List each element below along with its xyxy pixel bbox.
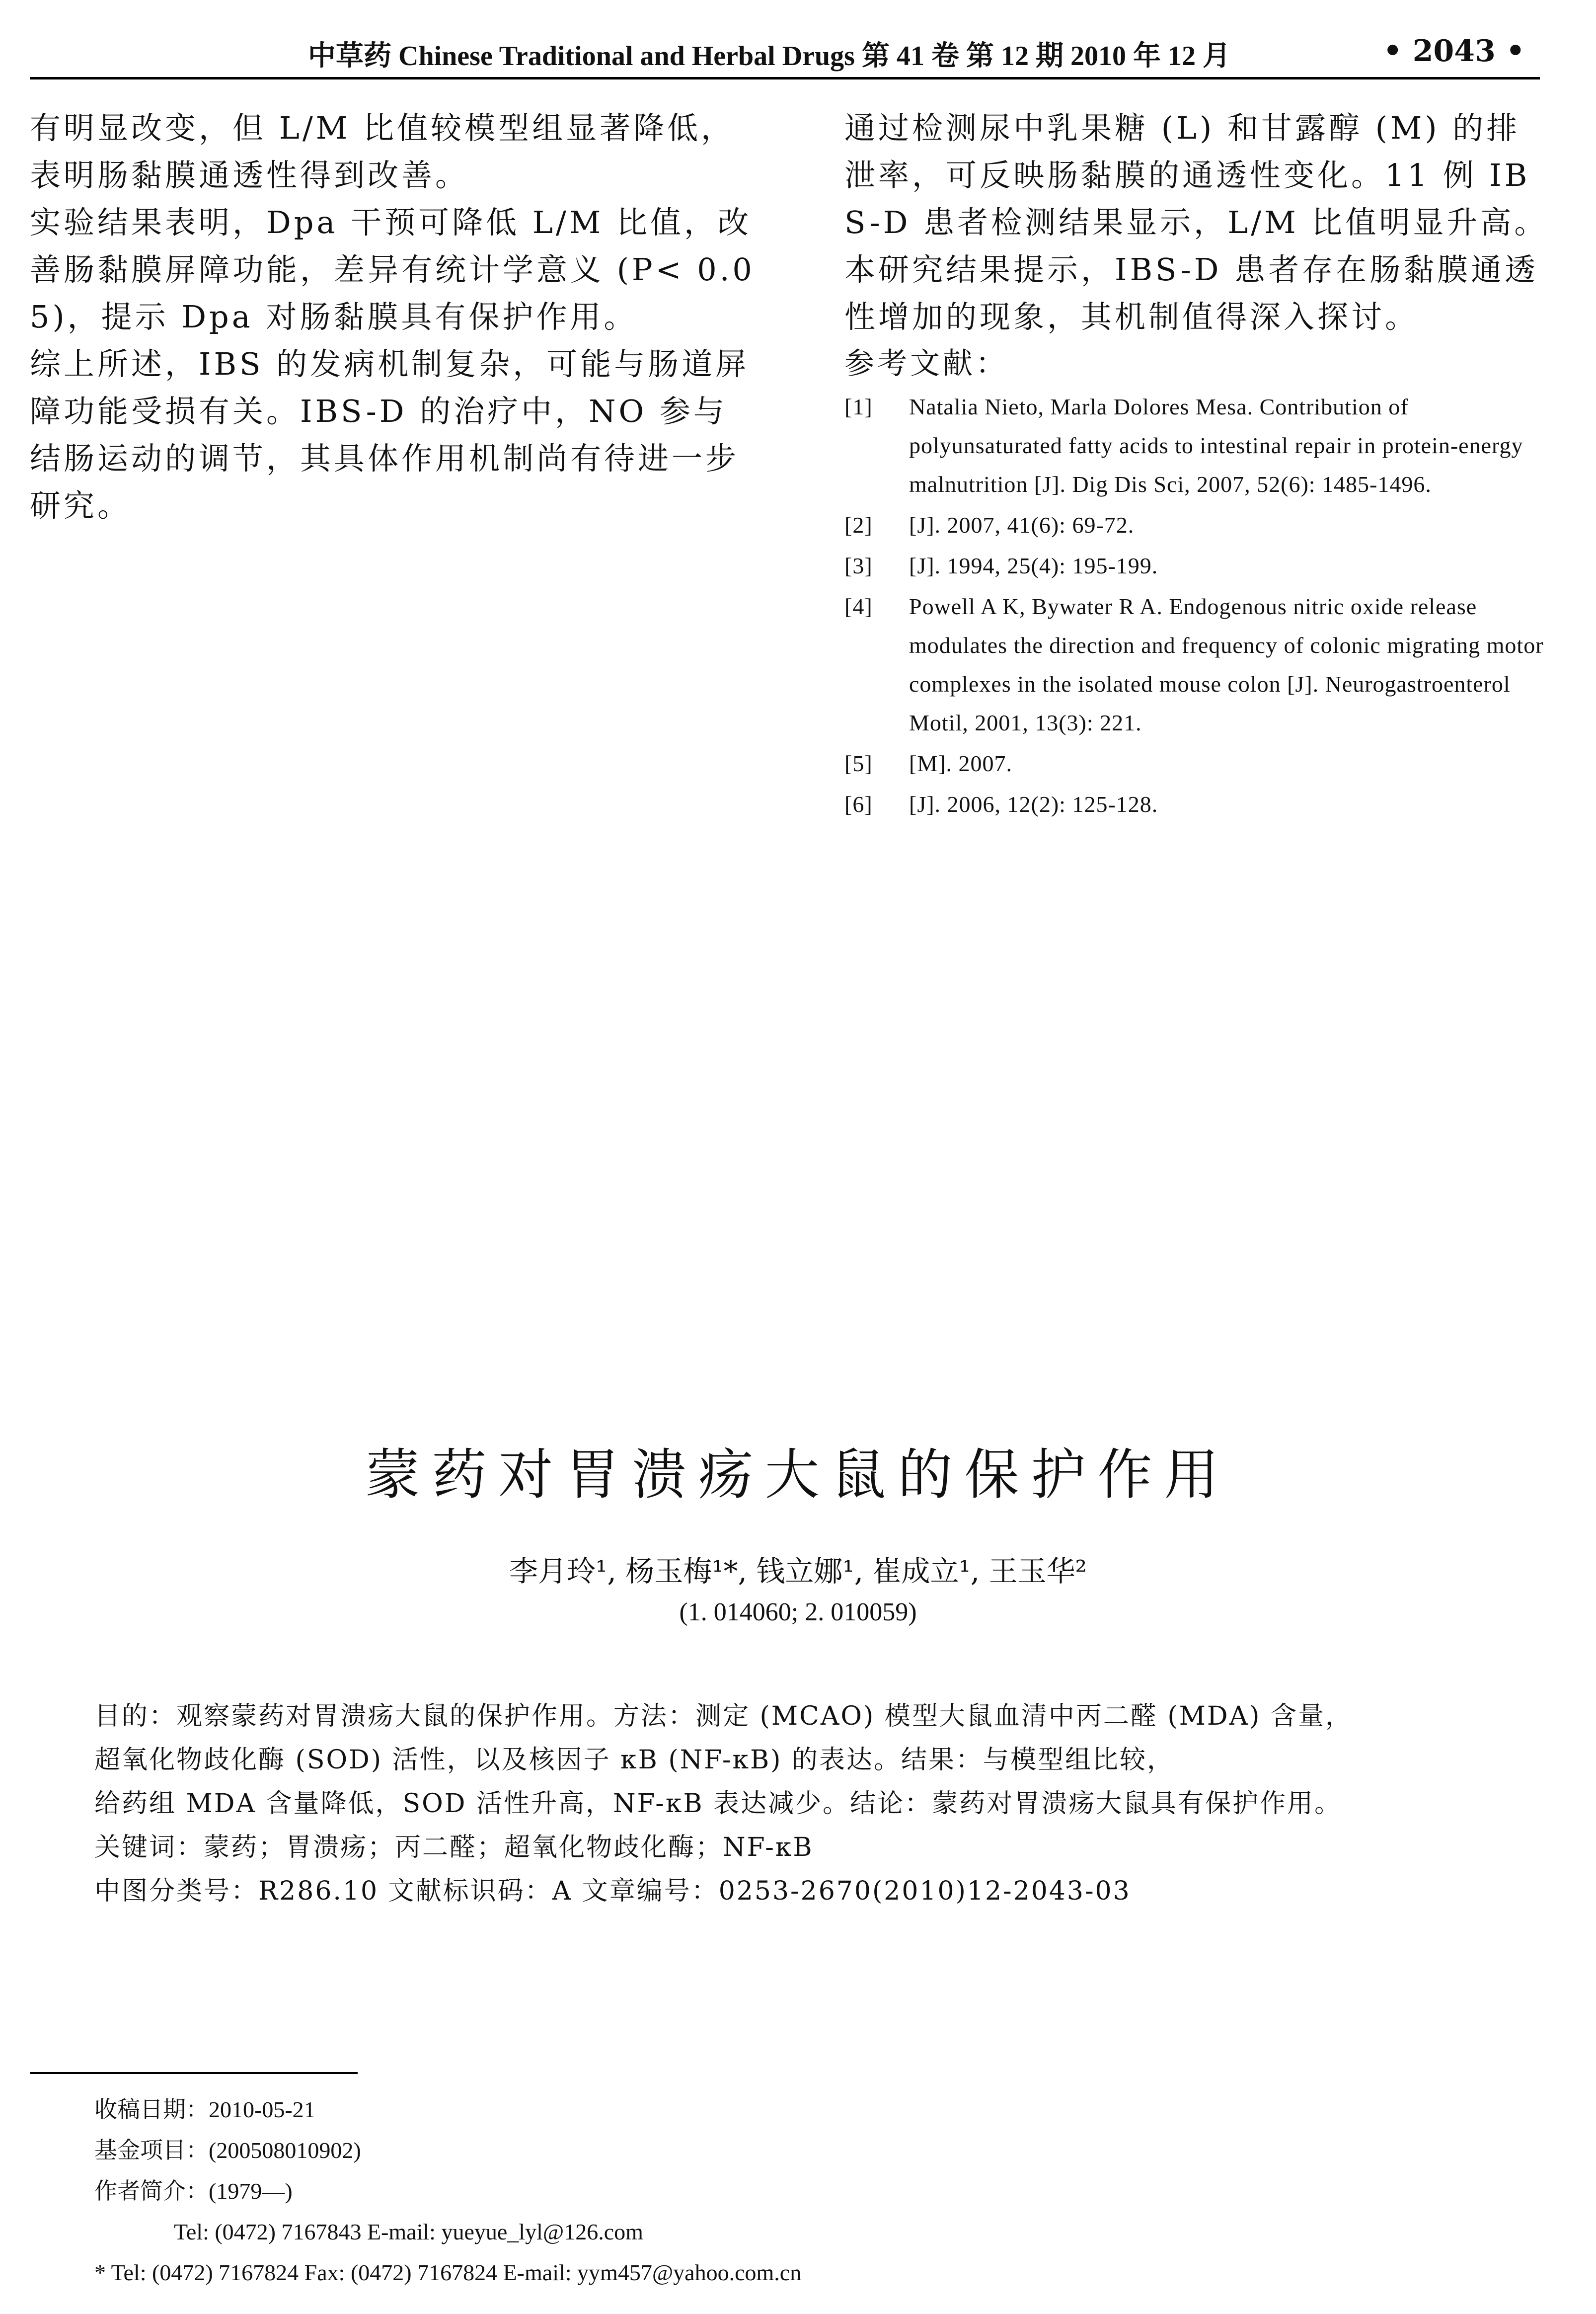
reference-item: [844, 388, 1550, 504]
left-column: [30, 104, 760, 529]
reference-text: [J]. 2006, 12(2): 125-128.: [909, 792, 1158, 817]
classification-line: 中图分类号：R286.10 文献标识码：A 文章编号：0253-2670(2010)12-2043-03: [94, 1876, 1131, 1906]
footnote-divider: [30, 2072, 358, 2074]
right-column: [844, 104, 1550, 826]
keywords: 关键词：蒙药；胃溃疡；丙二醛；超氧化物歧化酶；NF-κB: [94, 1833, 814, 1862]
reference-text: [J]. 2007, 41(6): 69-72.: [909, 512, 1135, 538]
body-paragraph: 本研究结果提示，IBS-D 患者存在肠黏膜通透性增加的现象，其机制值得深入探讨。: [844, 251, 1539, 335]
reference-text: Natalia Nieto, Marla Dolores Mesa. Contribution of polyunsaturated fatty acids to intestinal repair in protein-energy malnutrition [J]. Dig Dis Sci, 2007, 52(6): 1485-1496.: [909, 394, 1523, 497]
journal-title: 中草药 Chinese Traditional and Herbal Drugs 第 41 卷 第 12 期 2010 年 12 月: [308, 41, 1230, 72]
author-contact: Tel: (0472) 7167843 E-mail: yueyue_lyl@126.com: [174, 2219, 643, 2244]
reference-number: [1]: [844, 394, 873, 419]
reference-text: Powell A K, Bywater R A. Endogenous nitric oxide release modulates the direction and frequency of colonic migrating motor complexes in the isolated mouse colon [J]. Neurogastroenterol Motil, 2001, 13(3): 221.: [909, 594, 1544, 735]
author-affiliations: (1. 014060; 2. 010059): [679, 1598, 917, 1626]
page-number: • 2043 •: [1383, 34, 1525, 69]
body-paragraph: 实验结果表明，Dpa 干预可降低 L/M 比值，改善肠黏膜屏障功能，差异有统计学意义 (P< 0.05)，提示 Dpa 对肠黏膜具有保护作用。: [30, 204, 755, 335]
abstract-line: 超氧化物歧化酶 (SOD) 活性，以及核因子 κB (NF-κB) 的表达。结果：与模型组比较，: [94, 1745, 1174, 1775]
reference-item: [844, 547, 1550, 585]
author-list: 李月玲¹, 杨玉梅¹*, 钱立娜¹, 崔成立¹, 王玉华²: [509, 1554, 1087, 1588]
reference-text: [J]. 1994, 25(4): 195-199.: [909, 553, 1158, 578]
author-bio: 作者简介：(1979—): [94, 2178, 293, 2204]
reference-item: [844, 785, 1550, 824]
reference-text: [M]. 2007.: [909, 751, 1013, 776]
reference-item: [844, 744, 1550, 783]
abstract-line: 给药组 MDA 含量降低，SOD 活性升高，NF-κB 表达减少。结论：蒙药对胃溃疡大鼠具有保护作用。: [94, 1789, 1342, 1819]
received-date: 收稿日期：2010-05-21: [94, 2097, 315, 2122]
running-header: [30, 25, 1540, 80]
reference-item: [844, 506, 1550, 545]
abstract-block: [94, 1694, 1465, 1913]
reference-number: [3]: [844, 553, 873, 578]
fund-info: 基金项目：(200508010902): [94, 2138, 361, 2163]
footnotes: [94, 2089, 1485, 2293]
reference-number: [5]: [844, 751, 873, 776]
references-heading: 参考文献：: [844, 346, 1008, 381]
corresponding-author: * Tel: (0472) 7167824 Fax: (0472) 7167824 E-mail: yym457@yahoo.com.cn: [94, 2260, 802, 2285]
reference-number: [6]: [844, 792, 873, 817]
article-title: 蒙药对胃溃疡大鼠的保护作用: [365, 1443, 1231, 1507]
body-paragraph: 综上所述，IBS 的发病机制复杂，可能与肠道屏障功能受损有关。IBS-D 的治疗中，NO 参与结肠运动的调节，其具体作用机制尚有待进一步研究。: [30, 346, 750, 524]
reference-number: [2]: [844, 512, 873, 538]
reference-item: [844, 587, 1550, 742]
body-paragraph: 通过检测尿中乳果糖 (L) 和甘露醇 (M) 的排泄率，可反映肠黏膜的通透性变化。11 例 IBS-D 患者检测结果显示，L/M 比值明显升高。: [844, 110, 1548, 240]
abstract-line: 目的：观察蒙药对胃溃疡大鼠的保护作用。方法：测定 (MCAO) 模型大鼠血清中丙二醛 (MDA) 含量，: [94, 1701, 1353, 1731]
reference-number: [4]: [844, 594, 873, 619]
body-paragraph: 有明显改变，但 L/M 比值较模型组显著降低，表明肠黏膜通透性得到改善。: [30, 110, 735, 193]
